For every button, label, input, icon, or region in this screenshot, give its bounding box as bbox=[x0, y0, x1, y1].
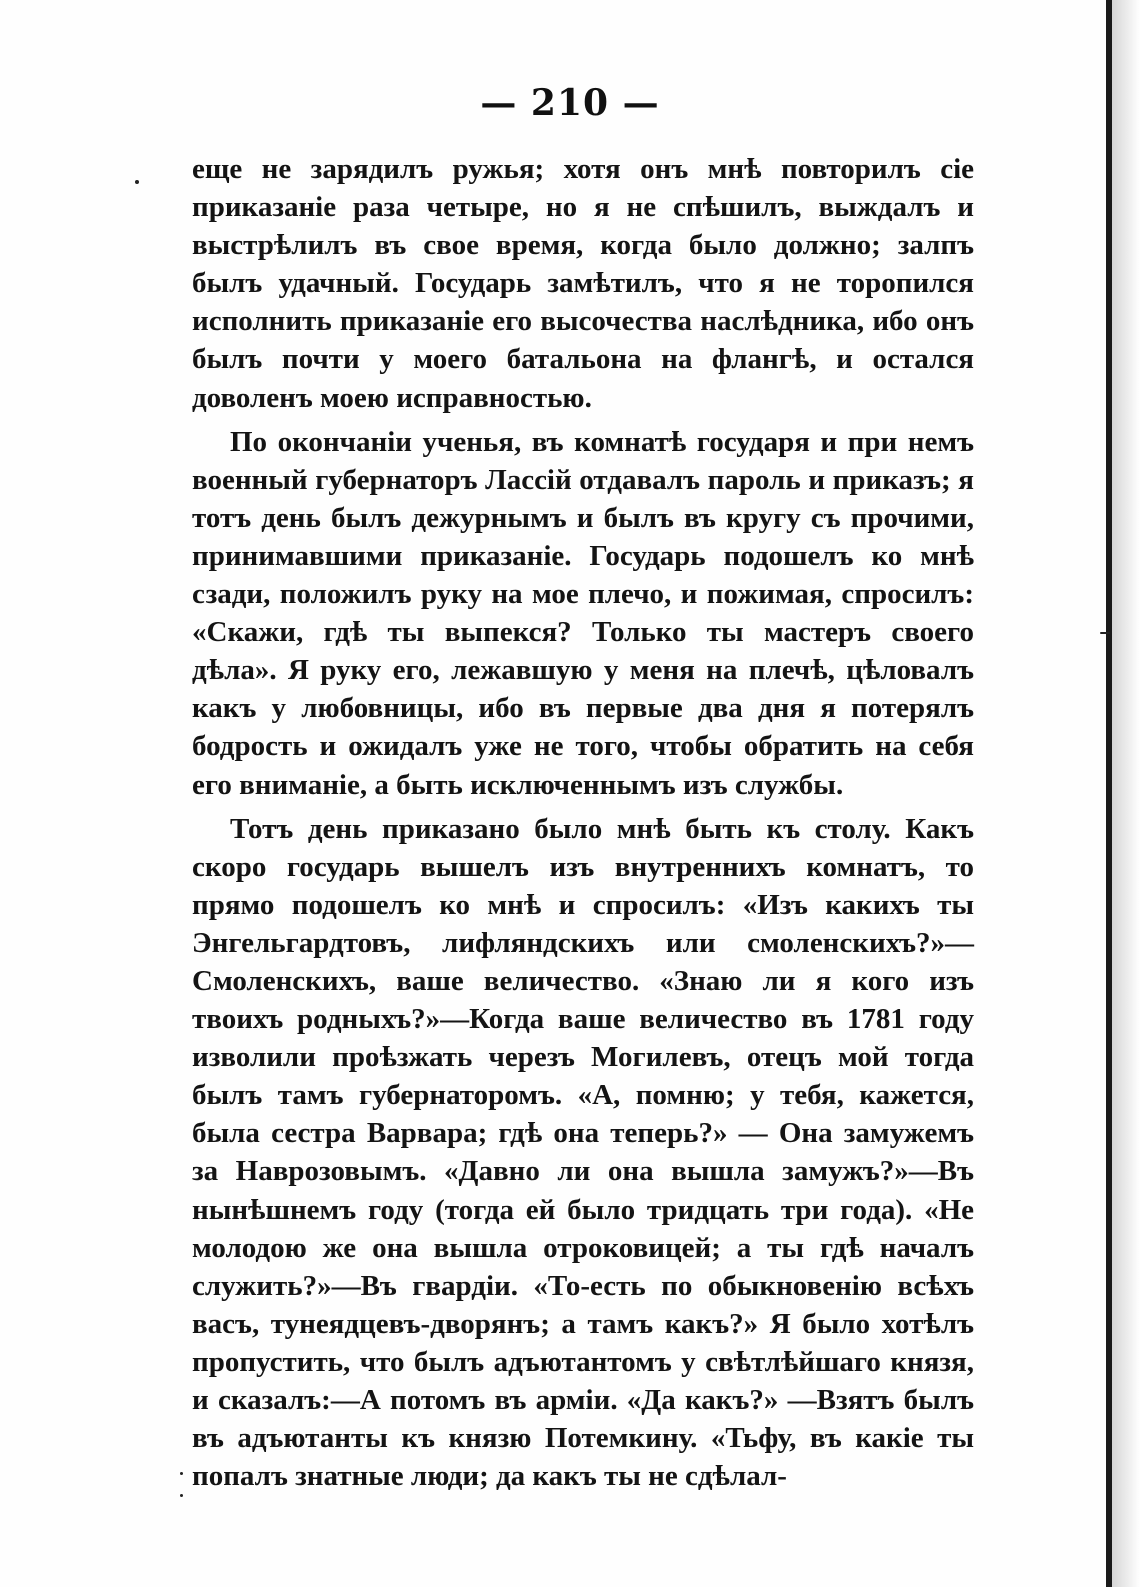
paragraph-2: По окончаніи ученья, въ комнатѣ государя и при немъ военный губернаторъ Лассій отдавалъ пароль и приказъ; я тотъ день былъ дежурнымъ и былъ въ кругу съ прочими, принимавшими приказаніе. Государь подошелъ ко мнѣ сзади, положилъ руку на мое плечо, и пожимая, спросилъ: «Скажи, гдѣ ты выпекся? Только ты мастеръ своего дѣла». Я руку его, лежавшую у меня на плечѣ, цѣловалъ какъ у любовницы, ибо въ первые два дня я потерялъ бодрость и ожидалъ уже не того, чтобы обратить на себя его вниманіе, а быть исключеннымъ изъ службы. bbox=[192, 425, 974, 801]
scan-speck bbox=[180, 1494, 183, 1497]
paragraph-3: Тотъ день приказано было мнѣ быть къ столу. Какъ скоро государь вышелъ изъ внутреннихъ комнатъ, то прямо подошелъ ко мнѣ и спросилъ: «Изъ какихъ ты Энгельгардтовъ, лифляндскихъ или смоленскихъ?»—Смоленскихъ, ваше величество. «Знаю ли я кого изъ твоихъ родныхъ?»—Когда ваше величество въ 1781 году изволили проѣзжать черезъ Могилевъ, отецъ мой тогда былъ тамъ губернаторомъ. «А, помню; у тебя, кажется, была сестра Варвара; гдѣ она теперь?» — Она замужемъ за Наврозовымъ. «Давно ли она вышла замужъ?»—Въ нынѣшнемъ году (тогда ей было тридцать три года). «Не молодою же она вышла отроковицей; а ты гдѣ началъ служить?»—Въ гвардіи. «То-есть по обыкновенію всѣхъ васъ, тунеядцевъ-дворянъ; а тамъ какъ?» Я было хотѣлъ пропустить, что былъ адъютантомъ у свѣтлѣйшаго князя, и сказалъ:—А потомъ въ арміи. «Да какъ?» —Взятъ былъ въ адъютанты къ князю Потемкину. «Тьфу, въ какіе ты попалъ знатные люди; да какъ ты не сдѣлал- bbox=[192, 812, 974, 1493]
scan-speck bbox=[1100, 632, 1110, 634]
paragraph-1: еще не зарядилъ ружья; хотя онъ мнѣ повторилъ сіе приказаніе раза четыре, но я не спѣшилъ, выждалъ и выстрѣлилъ въ свое время, когда было должно; залпъ былъ удачный. Государь замѣтилъ, что я не торопился исполнить приказаніе его высочества наслѣдника, ибо онъ былъ почти у моего батальона на флангѣ, и остался доволенъ моею исправностью. bbox=[192, 153, 974, 414]
scan-speck bbox=[135, 180, 139, 184]
body-text bbox=[192, 150, 974, 1495]
page-edge-shadow bbox=[1112, 0, 1140, 1587]
page-number: — 210 — bbox=[480, 82, 660, 124]
scan-speck bbox=[180, 1472, 183, 1475]
